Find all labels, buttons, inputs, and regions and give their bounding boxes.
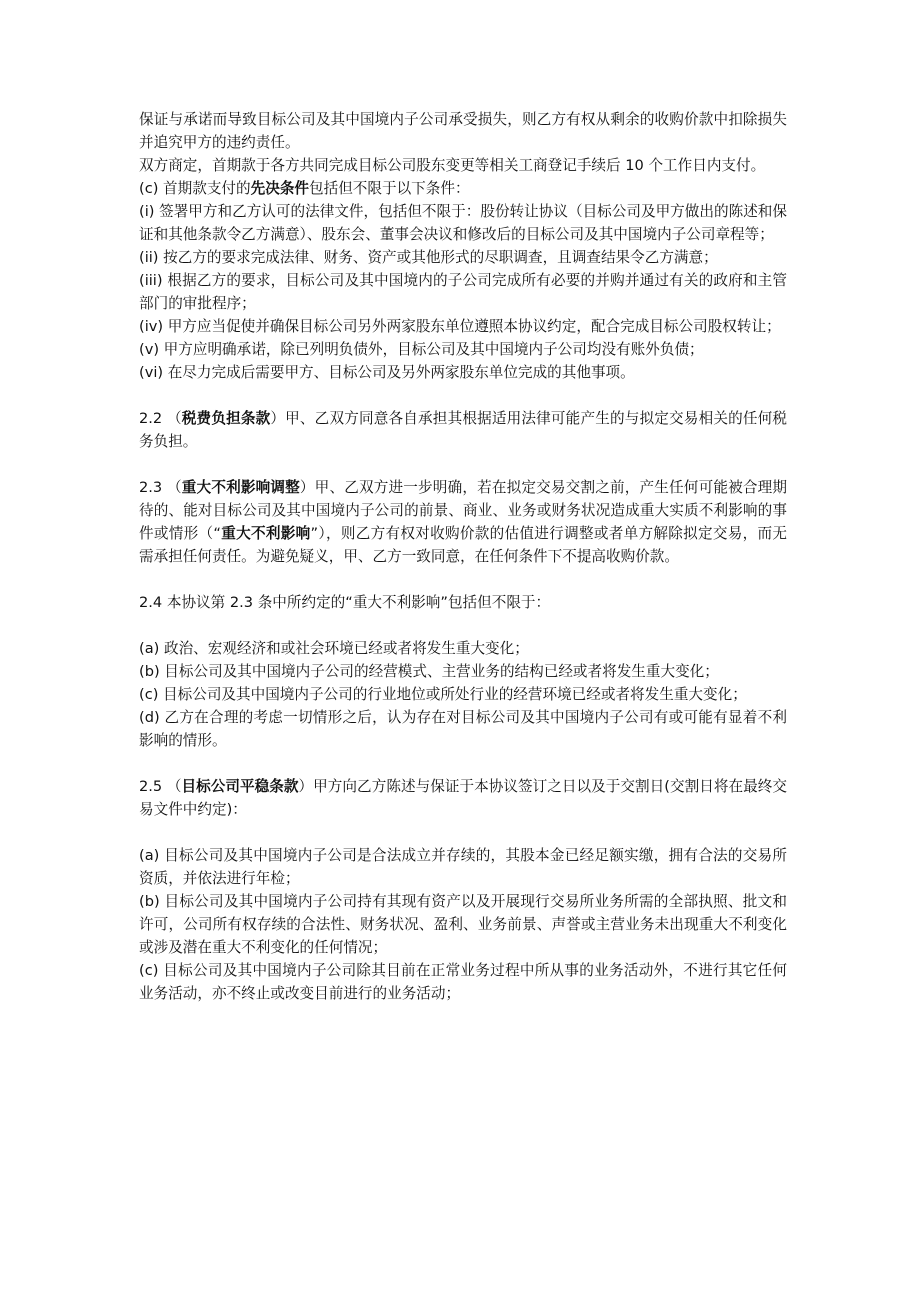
- list-item-precondition-v: (v) 甲方应明确承诺，除已列明负债外，目标公司及其中国境内子公司均没有账外负债；: [139, 341, 704, 358]
- list-item-mae-a: (a) 政治、宏观经济和或社会环境已经或者将发生重大变化；: [139, 640, 529, 657]
- term-stability-clause: 目标公司平稳条款: [181, 778, 299, 795]
- list-item-mae-b: (b) 目标公司及其中国境内子公司的经营模式、主营业务的结构已经或者将发生重大变化；: [139, 663, 719, 680]
- term-tax-clause: 税费负担条款: [181, 410, 271, 427]
- list-item-mae-c: (c) 目标公司及其中国境内子公司的行业地位或所处行业的经营环境已经或者将发生重大变化；: [139, 686, 747, 703]
- section-2-4: 2.4 本协议第 2.3 条中所约定的“重大不利影响”包括但不限于：: [139, 594, 551, 611]
- list-item-mae-d: (d) 乙方在合理的考虑一切情形之后，认为存在对目标公司及其中国境内子公司有或可能有显着不利影响的情形。: [139, 709, 787, 749]
- term-preconditions: 先决条件: [250, 180, 310, 197]
- paragraph-loss-compensation: 保证与承诺而导致目标公司及其中国境内子公司承受损失，则乙方有权从剩余的收购价款中扣除损失并追究甲方的违约责任。: [139, 111, 787, 151]
- list-item-precondition-ii: (ii) 按乙方的要求完成法律、财务、资产或其他形式的尽职调查，且调查结果令乙方满意；: [139, 249, 718, 266]
- term-mae: 重大不利影响: [220, 525, 311, 542]
- list-item-stability-c: (c) 目标公司及其中国境内子公司除其目前在正常业务过程中所从事的业务活动外，不进行其它任何业务活动，亦不终止或改变目前进行的业务活动；: [139, 962, 787, 1002]
- section-2-5: 2.5 （目标公司平稳条款）甲方向乙方陈述与保证于本协议签订之日以及于交割日(交割日将在最终交易文件中约定)：: [139, 778, 787, 818]
- list-item-precondition-vi: (vi) 在尽力完成后需要甲方、目标公司及另外两家股东单位完成的其他事项。: [139, 364, 635, 381]
- document-body: [139, 108, 787, 1005]
- term-mae-adjustment: 重大不利影响调整: [181, 479, 300, 496]
- section-2-3: 2.3 （重大不利影响调整）甲、乙双方进一步明确，若在拟定交易交割之前，产生任何可能被合理期待的、能对目标公司及其中国境内子公司的前景、商业、业务或财务状况造成重大实质不利影响的事件或情形（“重大不利影响”），则乙方有权对收购价款的估值进行调整或者单方解除拟定交易，而无需承担任何责任。为避免疑义，甲、乙方一致同意，在任何条件下不提高收购价款。: [139, 479, 787, 565]
- list-item-precondition-iv: (iv) 甲方应当促使并确保目标公司另外两家股东单位遵照本协议约定，配合完成目标公司股权转让；: [139, 318, 781, 335]
- list-item-precondition-i: (i) 签署甲方和乙方认可的法律文件，包括但不限于：股份转让协议（目标公司及甲方做出的陈述和保证和其他条款令乙方满意）、股东会、董事会决议和修改后的目标公司及其中国境内子公司章程等；: [139, 203, 787, 243]
- list-item-stability-b: (b) 目标公司及其中国境内子公司持有其现有资产以及开展现行交易所业务所需的全部执照、批文和许可，公司所有权存续的合法性、财务状况、盈利、业务前景、声誉或主营业务未出现重大不利变化或涉及潜在重大不利变化的任何情况；: [139, 893, 787, 956]
- section-2-2: 2.2 （税费负担条款）甲、乙双方同意各自承担其根据适用法律可能产生的与拟定交易相关的任何税务负担。: [139, 410, 787, 450]
- paragraph-first-payment: 双方商定，首期款于各方共同完成目标公司股东变更等相关工商登记手续后 10 个工作日内支付。: [139, 157, 766, 174]
- list-item-precondition-iii: (iii) 根据乙方的要求，目标公司及其中国境内的子公司完成所有必要的并购并通过有关的政府和主管部门的审批程序；: [139, 272, 787, 312]
- paragraph-preconditions: (c) 首期款支付的先决条件包括但不限于以下条件：: [139, 180, 470, 197]
- list-item-stability-a: (a) 目标公司及其中国境内子公司是合法成立并存续的，其股本金已经足额实缴，拥有合法的交易所资质，并依法进行年检；: [139, 847, 787, 887]
